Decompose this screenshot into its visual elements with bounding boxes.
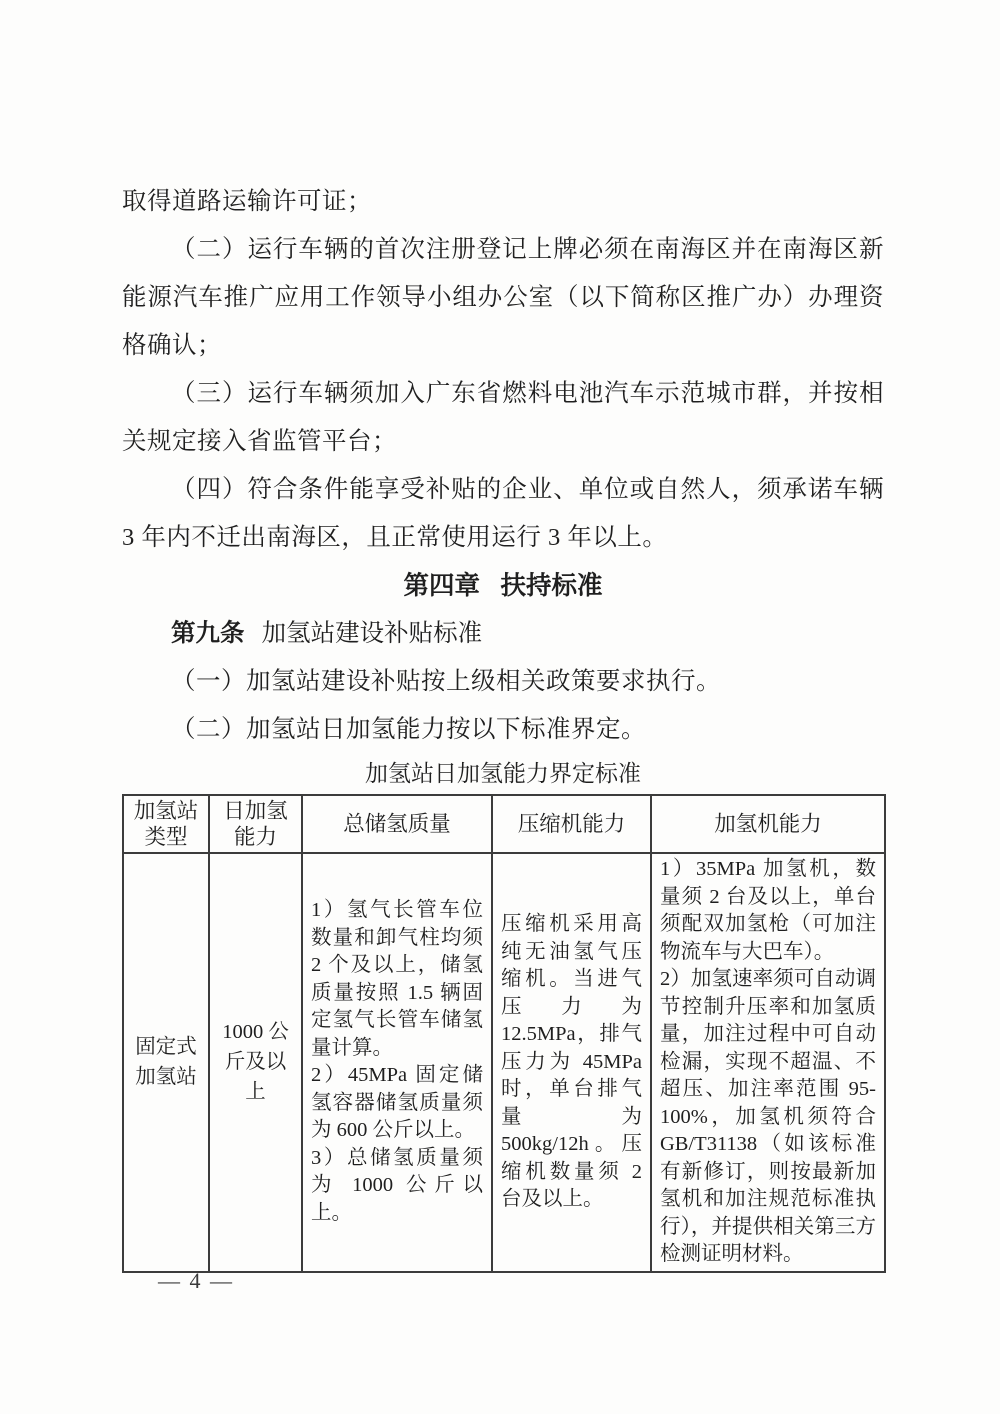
body-paragraph-item2: （二）运行车辆的首次注册登记上牌必须在南海区并在南海区新能源汽车推广应用工作领导小组办公室（以下简称区推广办）办理资格确认；: [122, 236, 884, 359]
body-paragraph-item3: （三）运行车辆须加入广东省燃料电池汽车示范城市群，并按相关规定接入省监管平台；: [122, 380, 884, 455]
body-paragraph-continuation: 取得道路运输许可证；: [122, 188, 372, 215]
header-station-type: 加氢站类型: [123, 795, 209, 853]
dispenser-spec-1: 1）35MPa 加氢机，数量须 2 台及以上，单台须配双加氢枪（可加注物流车与大巴车）。: [660, 858, 876, 963]
article-item-1: （一）加氢站建设补贴按上级相关政策要求执行。: [171, 668, 721, 695]
article-heading: [122, 610, 884, 658]
page-number: — 4 —: [158, 1268, 234, 1293]
header-daily-capacity: 日加氢能力: [209, 795, 302, 853]
header-dispenser: 加氢机能力: [651, 795, 885, 853]
header-compressor: 压缩机能力: [492, 795, 651, 853]
article-number: 第九条: [171, 620, 245, 647]
chapter-heading: [122, 562, 884, 610]
dispenser-spec-2: 2）加氢速率须可自动调节控制升压率和加氢质量，加注过程中可自动检漏，实现不超温、不超压、加注率范围 95-100%，加氢机须符合 GB/T31138（如该标准有新修订，则按最新加氢机和加注规范标准执行），并提供相关第三方检测证明材料。: [660, 968, 876, 1265]
storage-spec-2: 2）45MPa 固定储氢容器储氢质量须为 600 公斤以上。: [311, 1064, 483, 1142]
cell-compressor: [492, 853, 651, 1272]
body-paragraph-item4: （四）符合条件能享受补贴的企业、单位或自然人，须承诺车辆 3 年内不迁出南海区，且正常使用运行 3 年以上。: [122, 476, 884, 551]
table-title: 加氢站日加氢能力界定标准: [365, 761, 641, 786]
cell-dispenser: [651, 853, 885, 1272]
document-content: [122, 178, 884, 1273]
chapter-number: 第四章: [403, 572, 481, 600]
compressor-spec: 压缩机采用高纯无油氢气压缩机。当进气压力为 12.5MPa，排气压力为 45MPa 时，单台排气量为 500kg/12h。压缩机数量须 2 台及以上。: [501, 913, 642, 1210]
storage-spec-3: 3）总储氢质量须为 1000 公斤以上。: [311, 1146, 483, 1224]
article-item-2: （二）加氢站日加氢能力按以下标准界定。: [171, 716, 646, 743]
cell-storage-mass: [302, 853, 492, 1272]
header-storage-mass: 总储氢质量: [302, 795, 492, 853]
cell-station-type: 固定式加氢站: [123, 853, 209, 1272]
cell-daily-capacity: 1000 公斤及以上: [209, 853, 302, 1272]
capacity-standard-table: [122, 794, 886, 1273]
article-title: 加氢站建设补贴标准: [261, 620, 483, 647]
table-row: [123, 853, 885, 1272]
table-header-row: [123, 795, 885, 853]
storage-spec-1: 1）氢气长管车位数量和卸气柱均须 2 个及以上，储氢质量按照 1.5 辆固定氢气长管车储氢量计算。: [311, 899, 483, 1059]
chapter-title: 扶持标准: [500, 572, 603, 600]
